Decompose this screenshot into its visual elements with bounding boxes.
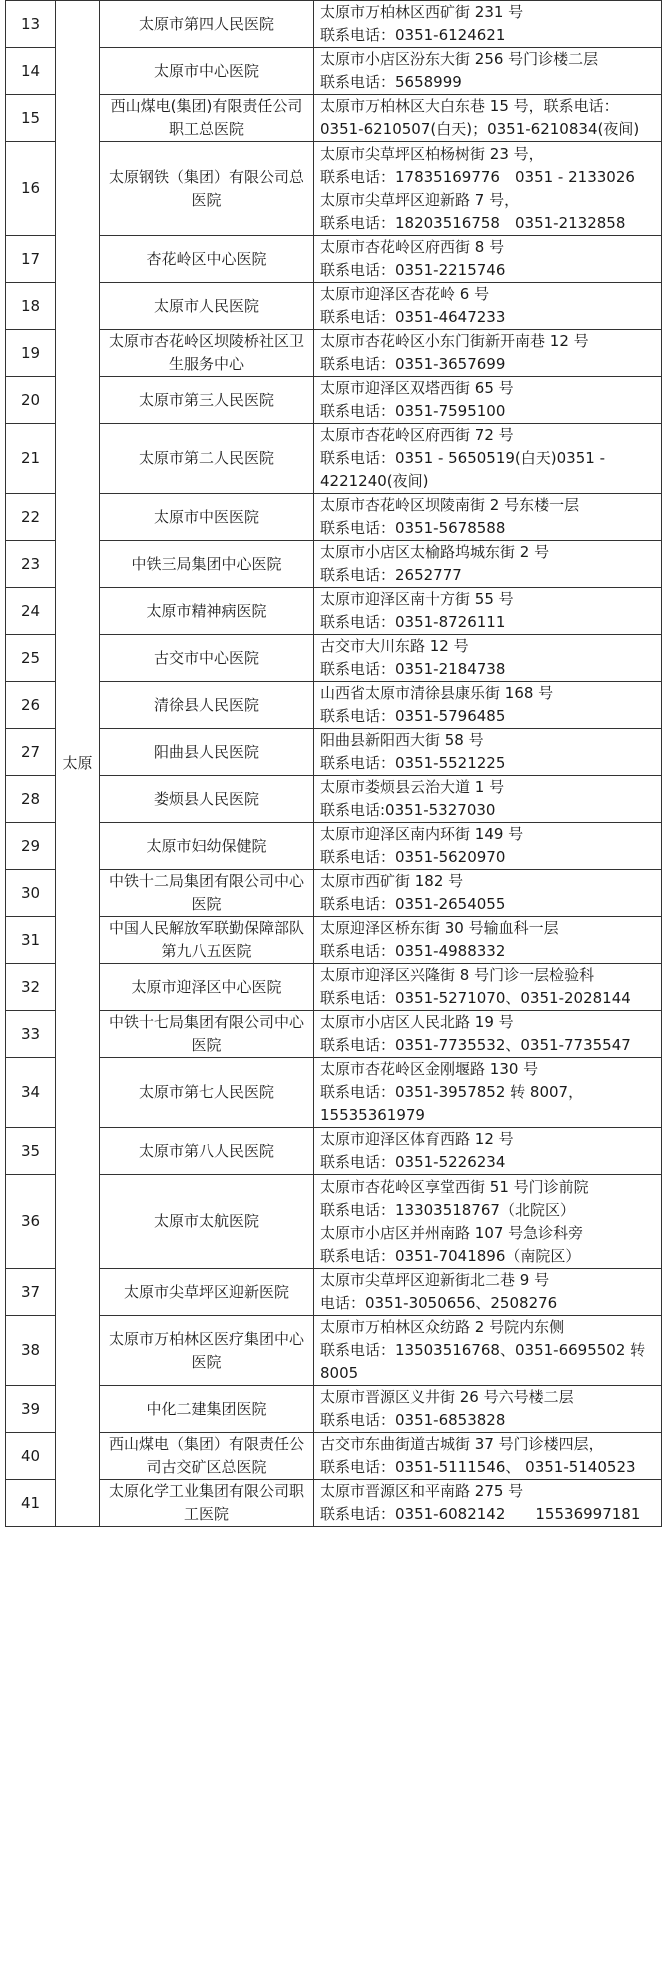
contact-line: 太原市杏花岭区享堂西街 51 号门诊前院 [320,1177,589,1196]
row-number: 39 [6,1386,56,1433]
row-number: 26 [6,682,56,729]
city-cell: 太原 [56,1,100,1527]
contact-line: 电话：0351-3050656、2508276 [320,1294,558,1312]
row-number: 28 [6,776,56,823]
table-row [6,1,662,48]
hospital-name: 太原市太航医院 [100,1175,314,1269]
hospital-contact [314,1386,662,1433]
contact-line: 联系电话：0351-5678588 [320,519,506,537]
contact-line: 太原市小店区太榆路坞城东街 2 号 [320,543,550,561]
hospital-contact [314,95,662,142]
table-row [6,1128,662,1175]
row-number: 13 [6,1,56,48]
row-number: 19 [6,330,56,377]
hospital-name: 太原市妇幼保健院 [100,823,314,870]
contact-line: 联系电话：0351-5521225 [320,754,506,772]
contact-line: 太原市迎泽区兴隆街 8 号门诊一层检验科 [320,966,595,984]
row-number: 25 [6,635,56,682]
hospital-contact [314,142,662,236]
table-row [6,682,662,729]
contact-line: 4221240(夜间) [320,472,429,490]
hospital-contact [314,729,662,776]
hospital-name: 太原化学工业集团有限公司职工医院 [100,1480,314,1527]
table-row [6,1175,662,1269]
hospital-name: 中铁三局集团中心医院 [100,541,314,588]
hospital-name: 太原市第二人民医院 [100,424,314,494]
table-row [6,236,662,283]
row-number: 38 [6,1316,56,1386]
hospital-name: 中铁十二局集团有限公司中心医院 [100,870,314,917]
contact-line: 太原市迎泽区南十方街 55 号 [320,590,514,608]
hospital-name: 太原市人民医院 [100,283,314,330]
row-number: 15 [6,95,56,142]
contact-line: 太原市西矿街 182 号 [320,872,464,890]
table-row [6,1480,662,1527]
contact-line: 太原市娄烦县云治大道 1 号 [320,778,505,796]
contact-line: 联系电话：0351-7735532、0351-7735547 [320,1036,631,1054]
hospital-contact [314,635,662,682]
table-row [6,964,662,1011]
table-row [6,917,662,964]
table-row [6,870,662,917]
table-row [6,1386,662,1433]
hospital-name: 太原市万柏林区医疗集团中心医院 [100,1316,314,1386]
hospital-table-body [6,1,662,1527]
contact-line: 联系电话：0351-5271070、0351-2028144 [320,989,631,1007]
hospital-contact [314,236,662,283]
hospital-contact [314,1480,662,1527]
hospital-name: 太原市第三人民医院 [100,377,314,424]
contact-line: 太原市杏花岭区小东门街新开南巷 12 号 [320,332,589,350]
hospital-name: 太原市精神病医院 [100,588,314,635]
contact-line: 太原市尖草坪区迎新街北二巷 9 号 [320,1271,550,1289]
contact-line: 太原迎泽区桥东街 30 号输血科一层 [320,919,559,937]
contact-line: 太原市万柏林区众纺路 2 号院内东侧 [320,1318,565,1336]
contact-line: 联系电话:0351-5327030 [320,801,496,819]
hospital-contact [314,541,662,588]
contact-line: 太原市迎泽区双塔西街 65 号 [320,379,514,397]
contact-line: 联系电话：0351-5226234 [320,1153,506,1171]
contact-line: 太原市小店区汾东大街 256 号门诊楼二层 [320,50,599,68]
row-number: 31 [6,917,56,964]
hospital-contact [314,1316,662,1386]
contact-line: 太原市万柏林区西矿街 231 号 [320,3,524,21]
row-number: 27 [6,729,56,776]
contact-line: 太原市小店区并州南路 107 号急诊科旁 [320,1223,584,1242]
hospital-contact [314,776,662,823]
row-number: 37 [6,1269,56,1316]
contact-line: 联系电话：0351-5796485 [320,707,506,725]
contact-line: 0351-6210507(白天)；0351-6210834(夜间) [320,120,640,138]
table-row [6,142,662,236]
table-row [6,1058,662,1128]
contact-line: 联系电话：13503516768、0351-6695502 转 [320,1341,646,1359]
table-row [6,1316,662,1386]
hospital-contact [314,917,662,964]
row-number: 22 [6,494,56,541]
contact-line: 联系电话：13303518767（北院区） [320,1200,575,1219]
table-row [6,776,662,823]
row-number: 40 [6,1433,56,1480]
row-number: 20 [6,377,56,424]
hospital-name: 太原市尖草坪区迎新医院 [100,1269,314,1316]
hospital-name: 中铁十七局集团有限公司中心医院 [100,1011,314,1058]
hospital-contact [314,870,662,917]
table-row [6,494,662,541]
row-number: 33 [6,1011,56,1058]
hospital-name: 中化二建集团医院 [100,1386,314,1433]
contact-line: 太原市晋源区义井街 26 号六号楼二层 [320,1388,574,1406]
hospital-contact [314,1128,662,1175]
table-row [6,588,662,635]
contact-line: 太原市迎泽区体育西路 12 号 [320,1130,514,1148]
contact-line: 联系电话：2652777 [320,566,462,584]
table-row [6,729,662,776]
row-number: 29 [6,823,56,870]
contact-line: 联系电话：5658999 [320,73,462,91]
hospital-contact [314,330,662,377]
table-row [6,424,662,494]
contact-line: 联系电话：0351-4988332 [320,942,506,960]
contact-line: 联系电话：0351-2184738 [320,660,506,678]
row-number: 16 [6,142,56,236]
row-number: 24 [6,588,56,635]
contact-line: 太原市小店区人民北路 19 号 [320,1013,514,1031]
contact-line: 太原市杏花岭区金刚堰路 130 号 [320,1060,539,1078]
hospital-contact [314,1175,662,1269]
contact-line: 太原市尖草坪区柏杨树街 23 号， [320,144,544,163]
hospital-name: 太原市第八人民医院 [100,1128,314,1175]
hospital-name: 太原市第七人民医院 [100,1058,314,1128]
contact-line: 太原市杏花岭区坝陵南街 2 号东楼一层 [320,496,580,514]
contact-line: 联系电话：18203516758 0351-2132858 [320,213,626,232]
contact-line: 联系电话：0351-5111546、 0351-5140523 [320,1458,636,1476]
hospital-name: 太原市中医医院 [100,494,314,541]
hospital-contact [314,1058,662,1128]
contact-line: 太原市杏花岭区府西街 72 号 [320,426,514,444]
contact-line: 阳曲县新阳西大街 58 号 [320,731,484,749]
hospital-name: 西山煤电(集团)有限责任公司职工总医院 [100,95,314,142]
hospital-name: 太原市杏花岭区坝陵桥社区卫生服务中心 [100,330,314,377]
row-number: 17 [6,236,56,283]
contact-line: 联系电话：0351-6082142 15536997181 [320,1505,641,1523]
hospital-contact [314,1269,662,1316]
table-row [6,1011,662,1058]
row-number: 14 [6,48,56,95]
contact-line: 太原市尖草坪区迎新路 7 号， [320,190,520,209]
table-row [6,283,662,330]
contact-line: 联系电话：0351 - 5650519(白天)0351 - [320,449,605,467]
row-number: 32 [6,964,56,1011]
contact-line: 太原市万柏林区大白东巷 15 号，联系电话： [320,97,619,115]
hospital-contact [314,48,662,95]
row-number: 30 [6,870,56,917]
contact-line: 联系电话：0351-3957852 转 8007， [320,1083,584,1101]
hospital-name: 太原市第四人民医院 [100,1,314,48]
hospital-name: 太原市中心医院 [100,48,314,95]
table-row [6,377,662,424]
contact-line: 联系电话：17835169776 0351 - 2133026 [320,167,635,186]
contact-line: 15535361979 [320,1106,425,1124]
hospital-name: 古交市中心医院 [100,635,314,682]
contact-line: 联系电话：0351-8726111 [320,613,506,631]
hospital-contact [314,964,662,1011]
hospital-name: 中国人民解放军联勤保障部队第九八五医院 [100,917,314,964]
hospital-contact [314,682,662,729]
table-row [6,95,662,142]
contact-line: 联系电话：0351-5620970 [320,848,506,866]
row-number: 41 [6,1480,56,1527]
row-number: 23 [6,541,56,588]
hospital-name: 西山煤电（集团）有限责任公司古交矿区总医院 [100,1433,314,1480]
hospital-contact [314,1,662,48]
contact-line: 联系电话：0351-2654055 [320,895,506,913]
contact-line: 太原市迎泽区南内环街 149 号 [320,825,524,843]
contact-line: 联系电话：0351-2215746 [320,261,506,279]
contact-line: 联系电话：0351-6124621 [320,26,506,44]
row-number: 35 [6,1128,56,1175]
contact-line: 古交市大川东路 12 号 [320,637,469,655]
contact-line: 太原市迎泽区杏花岭 6 号 [320,285,490,303]
hospital-contact [314,283,662,330]
table-row [6,1433,662,1480]
contact-line: 联系电话：0351-7041896（南院区） [320,1246,581,1265]
contact-line: 山西省太原市清徐县康乐街 168 号 [320,684,554,702]
contact-line: 联系电话：0351-4647233 [320,308,506,326]
row-number: 36 [6,1175,56,1269]
row-number: 18 [6,283,56,330]
contact-line: 太原市杏花岭区府西街 8 号 [320,238,505,256]
hospital-contact [314,494,662,541]
table-row [6,48,662,95]
row-number: 34 [6,1058,56,1128]
contact-line: 联系电话：0351-3657699 [320,355,506,373]
row-number: 21 [6,424,56,494]
hospital-name: 阳曲县人民医院 [100,729,314,776]
table-row [6,541,662,588]
contact-line: 太原市晋源区和平南路 275 号 [320,1482,524,1500]
contact-line: 8005 [320,1364,359,1382]
hospital-name: 清徐县人民医院 [100,682,314,729]
hospital-contact [314,1433,662,1480]
table-row [6,1269,662,1316]
hospital-name: 杏花岭区中心医院 [100,236,314,283]
contact-line: 联系电话：0351-7595100 [320,402,506,420]
table-row [6,823,662,870]
table-row [6,330,662,377]
hospital-name: 太原钢铁（集团）有限公司总医院 [100,142,314,236]
hospital-contact [314,823,662,870]
hospital-contact [314,424,662,494]
hospital-contact [314,1011,662,1058]
hospital-contact [314,588,662,635]
hospital-contact [314,377,662,424]
hospital-table [5,0,662,1527]
table-row [6,635,662,682]
hospital-name: 太原市迎泽区中心医院 [100,964,314,1011]
hospital-name: 娄烦县人民医院 [100,776,314,823]
contact-line: 古交市东曲街道古城街 37 号门诊楼四层， [320,1435,604,1453]
contact-line: 联系电话：0351-6853828 [320,1411,506,1429]
